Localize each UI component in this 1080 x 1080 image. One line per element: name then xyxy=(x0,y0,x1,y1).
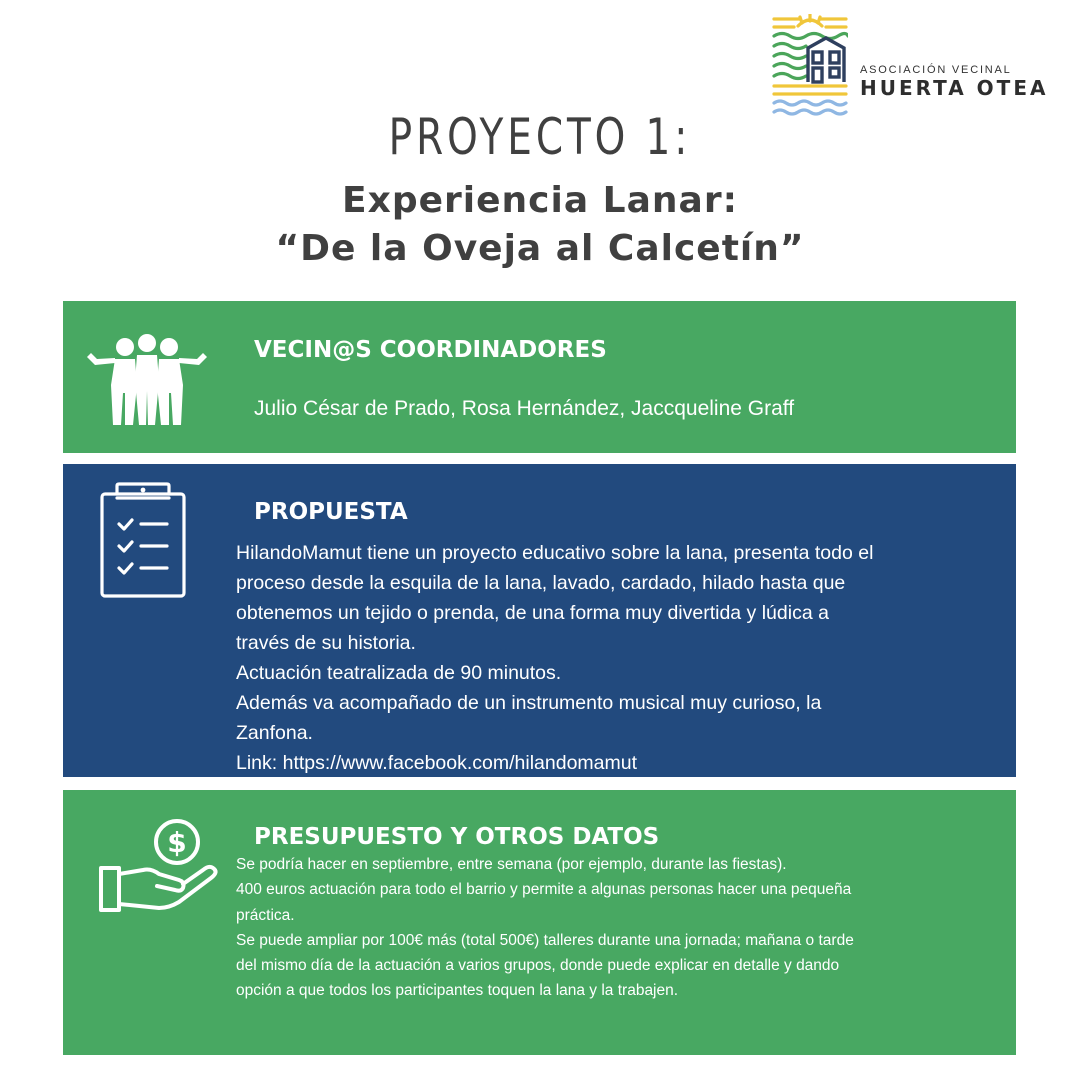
budget-line: opción a que todos los participantes toquen la lana y la trabajen. xyxy=(236,982,679,1000)
proposal-line: través de su historia. xyxy=(236,632,416,654)
proposal-text xyxy=(236,538,873,778)
subtitle-line-1: Experiencia Lanar: xyxy=(342,180,738,221)
proposal-line: Además va acompañado de un instrumento musical muy curioso, la xyxy=(236,692,822,714)
budget-line: del mismo día de la actuación a varios grupos, donde puede explicar en detalle y dando xyxy=(236,957,840,975)
coordinators-panel xyxy=(63,301,1016,453)
proposal-line: obtenemos un tejido o prenda, de una forma muy divertida y lúdica a xyxy=(236,602,829,624)
logo-big-text: HUERTA OTEA xyxy=(860,76,1049,100)
budget-text xyxy=(236,852,854,1004)
proposal-panel xyxy=(63,464,1016,777)
budget-title: PRESUPUESTO Y OTROS DATOS xyxy=(254,824,660,850)
proposal-line: Actuación teatralizada de 90 minutos. xyxy=(236,662,562,684)
proposal-line: HilandoMamut tiene un proyecto educativo sobre la lana, presenta todo el xyxy=(236,542,874,564)
coordinators-title: VECIN@S COORDINADORES xyxy=(254,337,607,363)
budget-line: Se podría hacer en septiembre, entre semana (por ejemplo, durante las fiestas). xyxy=(236,856,787,873)
project-label: PROYECTO 1: xyxy=(388,108,692,166)
budget-panel xyxy=(63,790,1016,1055)
group-of-people-icon xyxy=(85,331,209,429)
proposal-link[interactable]: Link: https://www.facebook.com/hilandomamut xyxy=(236,752,638,774)
budget-line: 400 euros actuación para todo el barrio y permite a algunas personas hacer una pequeña xyxy=(236,881,852,899)
hand-holding-dollar-icon xyxy=(99,818,223,916)
huerta-otea-logo-mark-icon xyxy=(772,14,848,120)
subtitle-line-2: “De la Oveja al Calcetín” xyxy=(275,228,805,269)
svg-text:$: $ xyxy=(167,826,187,859)
budget-line: práctica. xyxy=(236,906,295,924)
association-logo xyxy=(772,14,1062,120)
coordinators-names: Julio César de Prado, Rosa Hernández, Jaccqueline Graff xyxy=(254,397,795,420)
clipboard-checklist-icon xyxy=(99,482,187,598)
logo-small-text: ASOCIACIÓN VECINAL xyxy=(860,64,1012,76)
proposal-title: PROPUESTA xyxy=(254,499,408,525)
proposal-line: proceso desde la esquila de la lana, lavado, cardado, hilado hasta que xyxy=(236,572,846,594)
proposal-line: Zanfona. xyxy=(236,722,313,744)
budget-line: Se puede ampliar por 100€ más (total 500€) talleres durante una jornada; mañana o tarde xyxy=(236,931,854,949)
